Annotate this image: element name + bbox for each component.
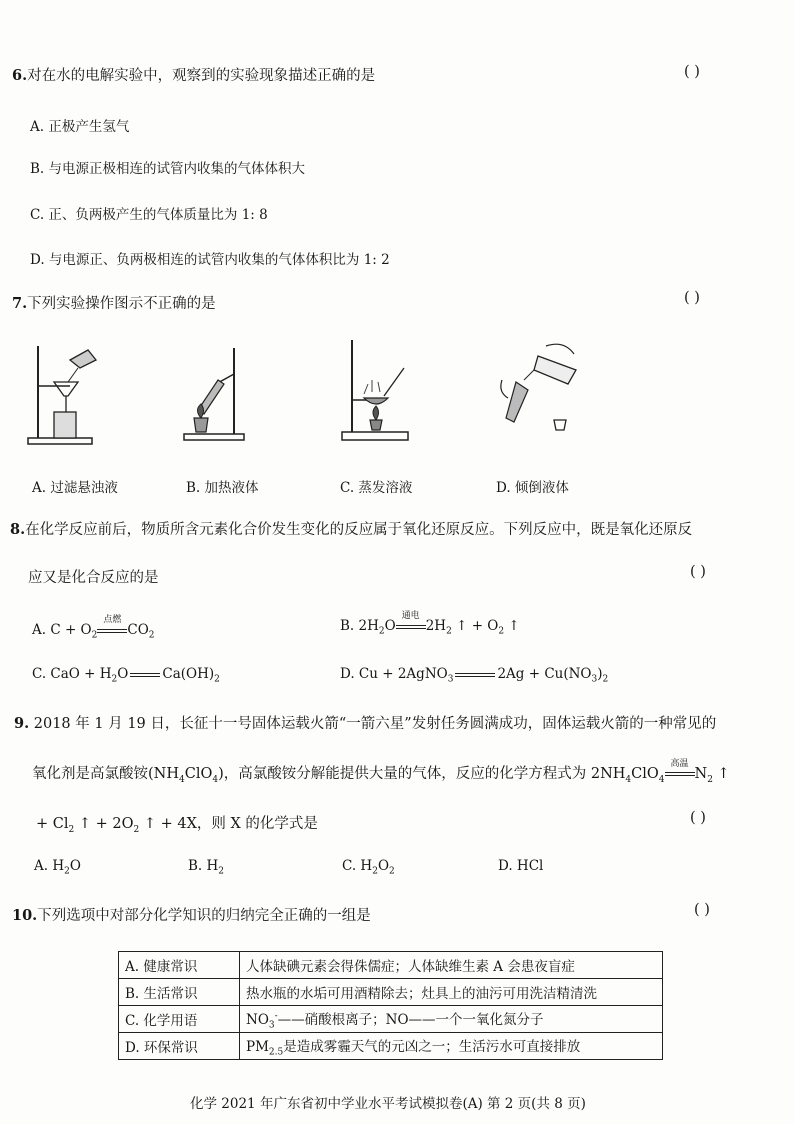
subscript: 2 [133, 824, 140, 835]
subscript: 2 [602, 674, 609, 685]
filtration-apparatus-figure [26, 338, 106, 448]
question-6-option-b: B. 与电源正极相连的试管内收集的气体体积大 [30, 161, 306, 177]
reaction-condition [97, 615, 127, 638]
subscript: 2 [148, 630, 155, 641]
question-8-number: 8. [10, 521, 26, 538]
question-7-option-b: B. 加热液体 [186, 480, 259, 496]
question-10-number: 10. [12, 907, 38, 924]
question-6-option-a: A. 正极产生氢气 [30, 119, 130, 135]
gas-arrow: ↑ [504, 618, 520, 634]
subscript: 2 [91, 630, 98, 641]
question-6-number: 6. [12, 67, 28, 84]
row-content [240, 1033, 663, 1060]
subscript: 3 [447, 674, 454, 685]
question-9-option-d: D. HCl [498, 858, 544, 874]
question-9-line-1: 2018 年 1 月 19 日，长征十一号固体运载火箭“一箭六星”发射任务圆满成功，固体运载火箭的一种常见的 [33, 716, 717, 732]
question-9-answer-blank: ( ) [690, 810, 706, 826]
row-label: D. 环保常识 [119, 1033, 240, 1060]
line-2-part-1: 氧化剂是高氯酸铵(NH [32, 766, 179, 782]
row-label: B. 生活常识 [119, 979, 240, 1006]
question-7-option-a: A. 过滤悬浊液 [32, 480, 118, 496]
row-content-text: ——硝酸根离子；NO——一个一氧化氮分子 [277, 1011, 544, 1028]
subscript: 4 [625, 774, 632, 785]
table-row [119, 952, 663, 979]
question-9 [14, 712, 716, 733]
option-c-text-2: O [377, 858, 390, 874]
question-10-answer-blank: ( ) [694, 902, 710, 918]
row-content: 人体缺碘元素会得侏儒症；人体缺维生素 A 会患夜盲症 [240, 952, 663, 979]
question-10 [12, 904, 371, 925]
question-7 [12, 292, 216, 313]
subscript: 4 [179, 774, 185, 785]
question-8-line-2: 应又是化合反应的是 [28, 570, 159, 586]
subscript: 2 [378, 626, 385, 637]
question-8-option-b [340, 611, 520, 637]
question-8-option-c [32, 666, 220, 685]
question-7-option-c: C. 蒸发溶液 [340, 480, 413, 496]
row-content [240, 1006, 663, 1033]
condition-label: 点燃 [103, 615, 122, 625]
superscript: - [274, 1011, 278, 1022]
subscript: 2 [68, 824, 75, 835]
row-label: A. 健康常识 [119, 952, 240, 979]
subscript: 4 [212, 774, 219, 785]
option-c-text: C. H [342, 858, 373, 874]
question-9-line-2 [32, 759, 730, 785]
condition-label: 通电 [401, 611, 420, 621]
option-b-oxygen: O [384, 618, 396, 634]
question-6-option-c: C. 正、负两极产生的气体质量比为 1: 8 [30, 207, 268, 223]
question-6-text: 对在水的电解实验中，观察到的实验现象描述正确的是 [27, 68, 376, 84]
subscript: 2.5 [268, 1047, 284, 1058]
question-8-answer-blank: ( ) [690, 564, 706, 580]
question-7-answer-blank: ( ) [684, 290, 700, 306]
option-b-product-1: 2H [425, 618, 447, 634]
line-2-part-3: )，高氯酸铵分解能提供大量的气体，反应的化学方程式为 2NH [218, 766, 626, 782]
option-c-oxygen: O [117, 666, 129, 682]
line-3-part-3: ↑ + 4X，则 X 的化学式是 [139, 816, 318, 832]
subscript: 2 [111, 674, 118, 685]
question-6-option-d: D. 与电源正、负两极相连的试管内收集的气体体积比为 1: 2 [30, 252, 390, 268]
subscript: 2 [389, 866, 395, 877]
subscript: 3 [268, 1020, 275, 1031]
option-a-product: CO [127, 622, 149, 638]
question-7-option-d: D. 倾倒液体 [496, 480, 569, 496]
reaction-condition [665, 759, 695, 782]
question-8-option-d [340, 666, 608, 685]
question-9-option-b [188, 858, 224, 877]
line-2-part-2: ClO [184, 766, 213, 782]
subscript: 2 [707, 774, 713, 785]
nitrate-formula: NO [246, 1011, 269, 1028]
line-3-part-2: ↑ + 2O [74, 816, 134, 832]
subscript: 2 [214, 674, 220, 685]
table-row [119, 979, 663, 1006]
evaporation-figure [338, 336, 418, 446]
question-7-number: 7. [12, 295, 28, 312]
option-b-reactant: B. 2H [340, 618, 379, 634]
option-a-text: A. H [34, 858, 65, 874]
reaction-condition [396, 611, 426, 634]
subscript: 2 [372, 866, 378, 877]
option-d-products: 2Ag + Cu(NO [497, 666, 592, 682]
line-2-part-4: ClO [631, 766, 659, 782]
pm-label: PM [246, 1038, 269, 1055]
option-a-text-2: O [69, 858, 81, 874]
equals-sign [130, 673, 160, 677]
question-9-line-3 [36, 812, 318, 835]
row-content-text: 是造成雾霾天气的元凶之一；生活污水可直接排放 [283, 1038, 581, 1055]
subscript: 2 [218, 866, 225, 877]
question-6 [12, 64, 375, 85]
knowledge-summary-table [118, 951, 663, 1060]
question-7-text: 下列实验操作图示不正确的是 [27, 296, 216, 312]
heating-liquid-figure [180, 344, 250, 444]
question-6-answer-blank: ( ) [684, 64, 700, 80]
table-row [119, 1006, 663, 1033]
condition-label: 高温 [670, 759, 689, 769]
table-row [119, 1033, 663, 1060]
option-a-reactants: A. C + O [32, 622, 92, 638]
subscript: 2 [64, 866, 70, 877]
option-c-reactants: C. CaO + H [32, 666, 112, 682]
question-8-option-a [32, 615, 155, 641]
subscript: 4 [658, 774, 665, 785]
line-2-part-5: N [694, 766, 708, 782]
question-8 [10, 518, 692, 539]
question-9-option-c [342, 858, 395, 877]
option-b-text: B. H [188, 858, 219, 874]
question-9-number: 9. [14, 715, 30, 732]
question-9-option-a [34, 858, 81, 877]
option-c-product: Ca(OH) [162, 666, 215, 682]
line-3-part-1: + Cl [36, 816, 69, 832]
gas-arrow: ↑ [712, 766, 730, 782]
question-8-line-1: 在化学反应前后，物质所含元素化合价发生变化的反应属于氧化还原反应。下列反应中，既是氧化还原反 [25, 522, 693, 538]
question-10-text: 下列选项中对部分化学知识的归纳完全正确的一组是 [37, 908, 371, 924]
equals-sign [455, 673, 495, 677]
option-d-reactants: D. Cu + 2AgNO [340, 666, 448, 682]
page-footer: 化学 2021 年广东省初中学业水平考试模拟卷(A) 第 2 页(共 8 页) [190, 1096, 586, 1112]
row-content: 热水瓶的水垢可用酒精除去；灶具上的油污可用洗洁精清洗 [240, 979, 663, 1006]
subscript: 3 [591, 674, 598, 685]
subscript: 2 [446, 626, 452, 637]
row-label: C. 化学用语 [119, 1006, 240, 1033]
option-b-product-2: ↑ + O [451, 618, 499, 634]
paren-close: ) [597, 666, 603, 682]
pouring-liquid-figure [494, 340, 584, 436]
subscript: 2 [498, 626, 505, 637]
